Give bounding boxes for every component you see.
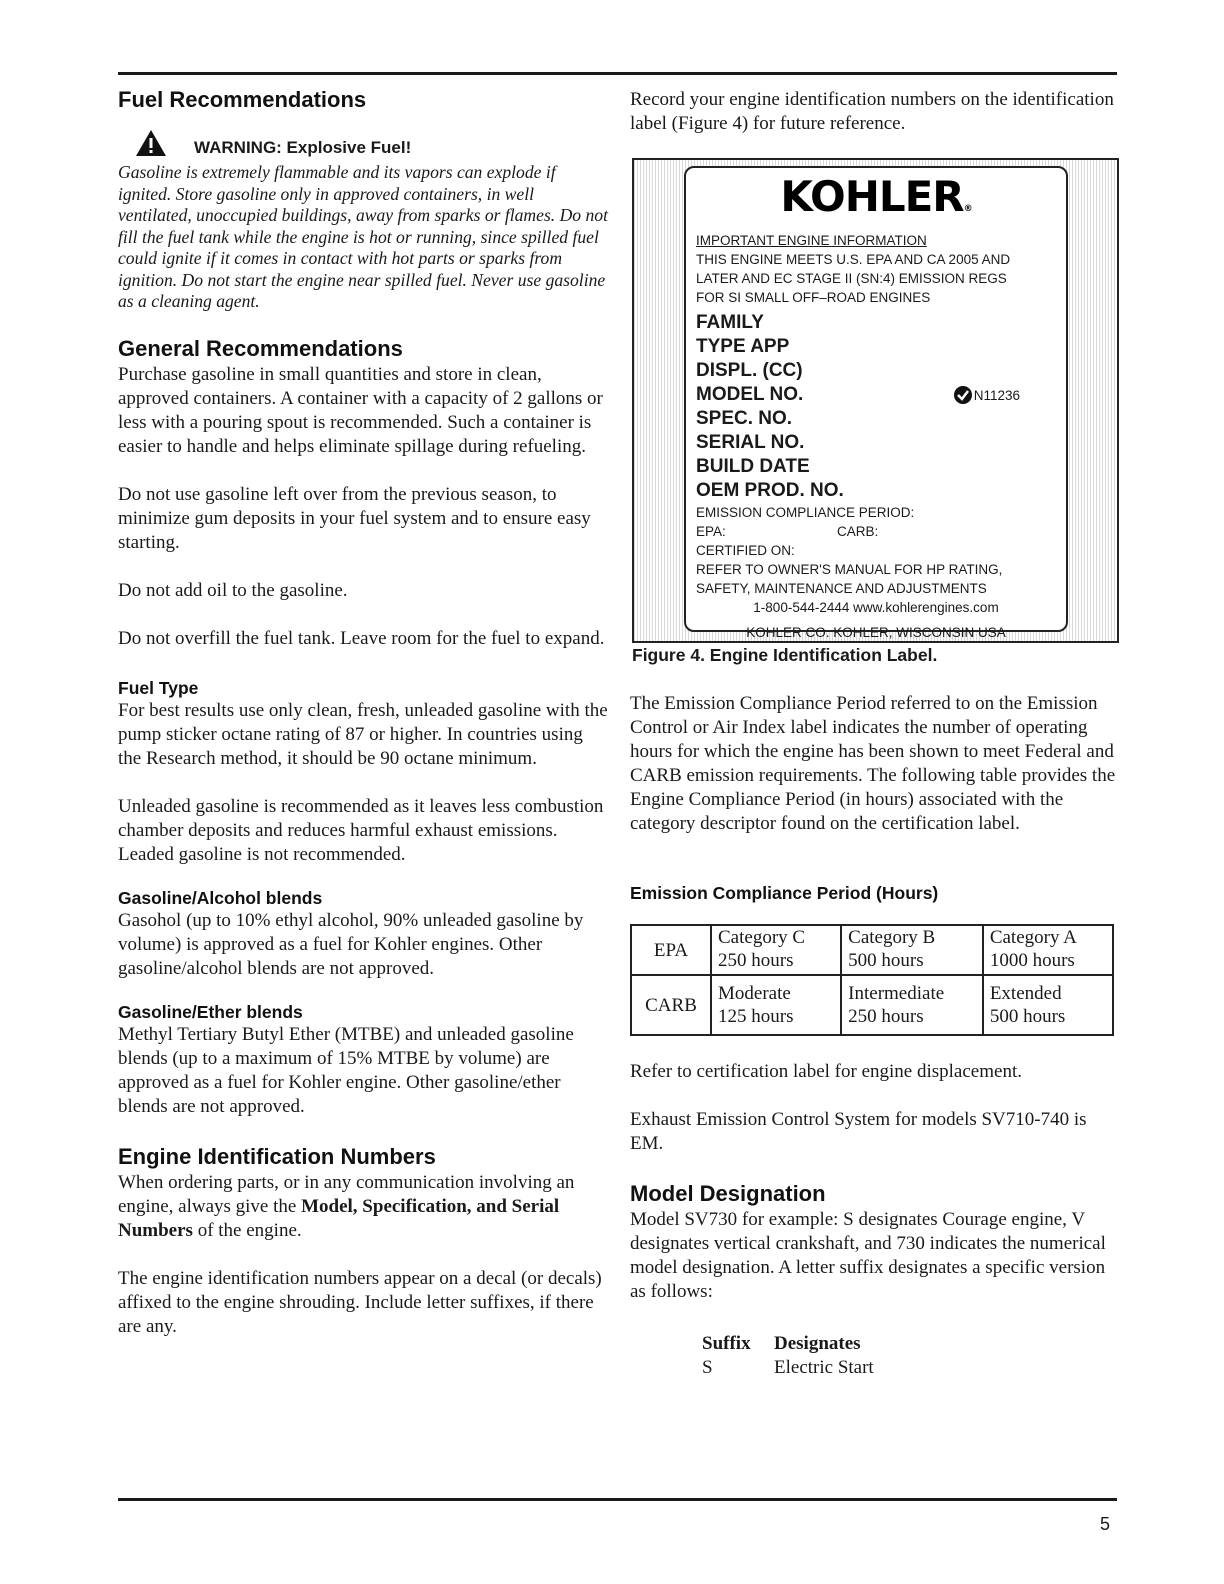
engine-identification-heading: Engine Identification Numbers [118,1143,436,1169]
label-epa-carb: EPA: CARB: [696,524,879,539]
figure-4-identification-label [632,158,1119,643]
table-cell: Moderate 125 hours [711,975,841,1035]
label-meets-1: THIS ENGINE MEETS U.S. EPA AND CA 2005 AND [696,252,1011,267]
label-type-app: TYPE APP [696,336,790,357]
ecp-paragraph: The Emission Compliance Period referred to on the Emission Control or Air Index label indicates the number of operating hours for which the engine has been shown to meet Federal and CARB emission requirements. The following table provides the Engine Compliance Period (in hours) associated with the category descriptor found on the certification label. [630,693,1116,834]
record-paragraph-block [630,88,1120,136]
label-refer-2: SAFETY, MAINTENANCE AND ADJUSTMENTS [696,581,987,596]
warning-label: WARNING: Explosive Fuel! [194,138,412,157]
kohler-logo: KOHLER® [780,172,972,221]
label-company: KOHLER CO. KOHLER, WISCONSIN USA [746,625,1006,640]
general-paragraph-1: Purchase gasoline in small quantities and store in clean, approved containers. A container with a capacity of 2 gallons or less with a pouring spout is recommended. Such a container is easier to handle and helps eliminate spillage during refueling. [118,363,603,457]
label-displ: DISPL. (CC) [696,360,803,381]
table-cell: Extended 500 hours [983,975,1113,1035]
label-certified-on: CERTIFIED ON: [696,543,795,558]
label-model-no: MODEL NO. [696,384,804,405]
refer-block [630,1060,1120,1156]
left-column [118,86,610,1339]
table-row [631,975,1113,1035]
fuel-recommendations-heading: Fuel Recommendations [118,87,367,112]
general-paragraph-2: Do not use gasoline left over from the previous season, to minimize gum deposits in your fuel system and to ensure easy starting. [118,483,591,553]
table-cell: Category C 250 hours [711,925,841,975]
fuel-type-paragraph-1: For best results use only clean, fresh, unleaded gasoline with the pump sticker octane rating of 87 or higher. In countries using the Research method, it should be 90 octane minimum. [118,699,608,769]
model-designation-heading: Model Designation [630,1181,826,1206]
table-row [631,925,1113,975]
table-cell: Category B 500 hours [841,925,983,975]
model-paragraph: Model SV730 for example: S designates Courage engine, V designates vertical crankshaft, and 730 indicates the numerical model designation. A letter suffix designates a specific version as follows: [630,1209,1106,1302]
ecp-block [630,692,1120,836]
label-meets-2: LATER AND EC STAGE II (SN:4) EMISSION REGS [696,271,1007,286]
label-serial-no: SERIAL NO. [696,432,805,453]
warning-text: Gasoline is extremely flammable and its vapors can explode if ignited. Store gasoline only in approved containers, in well ventilated, unoccupied buildings, away from sparks or flames. Do not fill the fuel tank while the engine is hot or running, since spilled fuel could ignite if it comes in contact with hot parts or sparks from ignition. Do not start the engine near spilled fuel. Never use gasoline as a cleaning agent. [118,162,608,311]
warning-triangle-icon [124,128,184,158]
label-spec-no: SPEC. NO. [696,408,793,429]
fuel-type-heading: Fuel Type [118,677,199,698]
model-block [630,1180,1120,1380]
label-oem-prod: OEM PROD. NO. [696,480,844,501]
bottom-rule [118,1498,1117,1501]
ether-blends-paragraph: Methyl Tertiary Butyl Ether (MTBE) and unleaded gasoline blends (up to a maximum of 15% MTBE by volume) are approved as a fuel for Kohler engine. Other gasoline/ether blends are not approved. [118,1023,574,1117]
kohler-label [684,166,1068,640]
page-number: 5 [1100,1514,1111,1534]
table-cell: Category A 1000 hours [983,925,1113,975]
alcohol-blends-heading: Gasoline/Alcohol blends [118,887,323,908]
figure-caption: Figure 4. Engine Identification Label. [632,645,938,665]
emission-table [630,924,1114,1036]
suffix-header-row: Suffix Designates [702,1333,861,1354]
ether-blends-heading: Gasoline/Ether blends [118,1001,303,1022]
label-refer-1: REFER TO OWNER'S MANUAL FOR HP RATING, [696,562,1003,577]
general-paragraph-4: Do not overfill the fuel tank. Leave room for the fuel to expand. [118,627,605,649]
suffix-value-row: S Electric Start [702,1357,874,1378]
alcohol-blends-paragraph: Gasohol (up to 10% ethyl alcohol, 90% unleaded gasoline by volume) is approved as a fuel for Kohler engines. Other gasoline/alcohol blends are not approved. [118,909,584,979]
general-recommendations-heading: General Recommendations [118,335,403,361]
table-cell: CARB [631,975,711,1035]
label-ecp: EMISSION COMPLIANCE PERIOD: [696,505,915,520]
table-block [630,882,1120,1036]
table-cell: Intermediate 250 hours [841,975,983,1035]
engine-identification-paragraph-2: The engine identification numbers appear on a decal (or decals) affixed to the engine shrouding. Include letter suffixes, if there are any. [118,1267,602,1337]
label-meets-3: FOR SI SMALL OFF–ROAD ENGINES [696,290,931,305]
exhaust-paragraph: Exhaust Emission Control System for models SV710-740 is EM. [630,1109,1087,1154]
table-cell: EPA [631,925,711,975]
record-paragraph: Record your engine identification numbers on the identification label (Figure 4) for future reference. [630,89,1114,134]
label-important: IMPORTANT ENGINE INFORMATION [696,233,927,248]
warning-block [124,128,610,158]
general-paragraph-3: Do not add oil to the gasoline. [118,579,348,601]
csa-certification-icon [953,385,973,405]
label-model-row [696,383,1056,407]
label-contact: 1-800-544-2444 www.kohlerengines.com [753,600,999,615]
label-family: FAMILY [696,312,764,333]
emission-table-heading: Emission Compliance Period (Hours) [630,883,939,903]
label-build-date: BUILD DATE [696,456,810,477]
top-rule [118,72,1117,75]
refer-paragraph: Refer to certification label for engine displacement. [630,1061,1022,1082]
fuel-type-paragraph-2: Unleaded gasoline is recommended as it leaves less combustion chamber deposits and reduces harmful exhaust emissions. Leaded gasoline is not recommended. [118,795,604,865]
label-cert-mark: N11236 [953,385,1020,405]
engine-identification-paragraph-1: When ordering parts, or in any communication involving an engine, always give the Model, Specification, and Serial Numbers of the engine. [118,1171,575,1241]
